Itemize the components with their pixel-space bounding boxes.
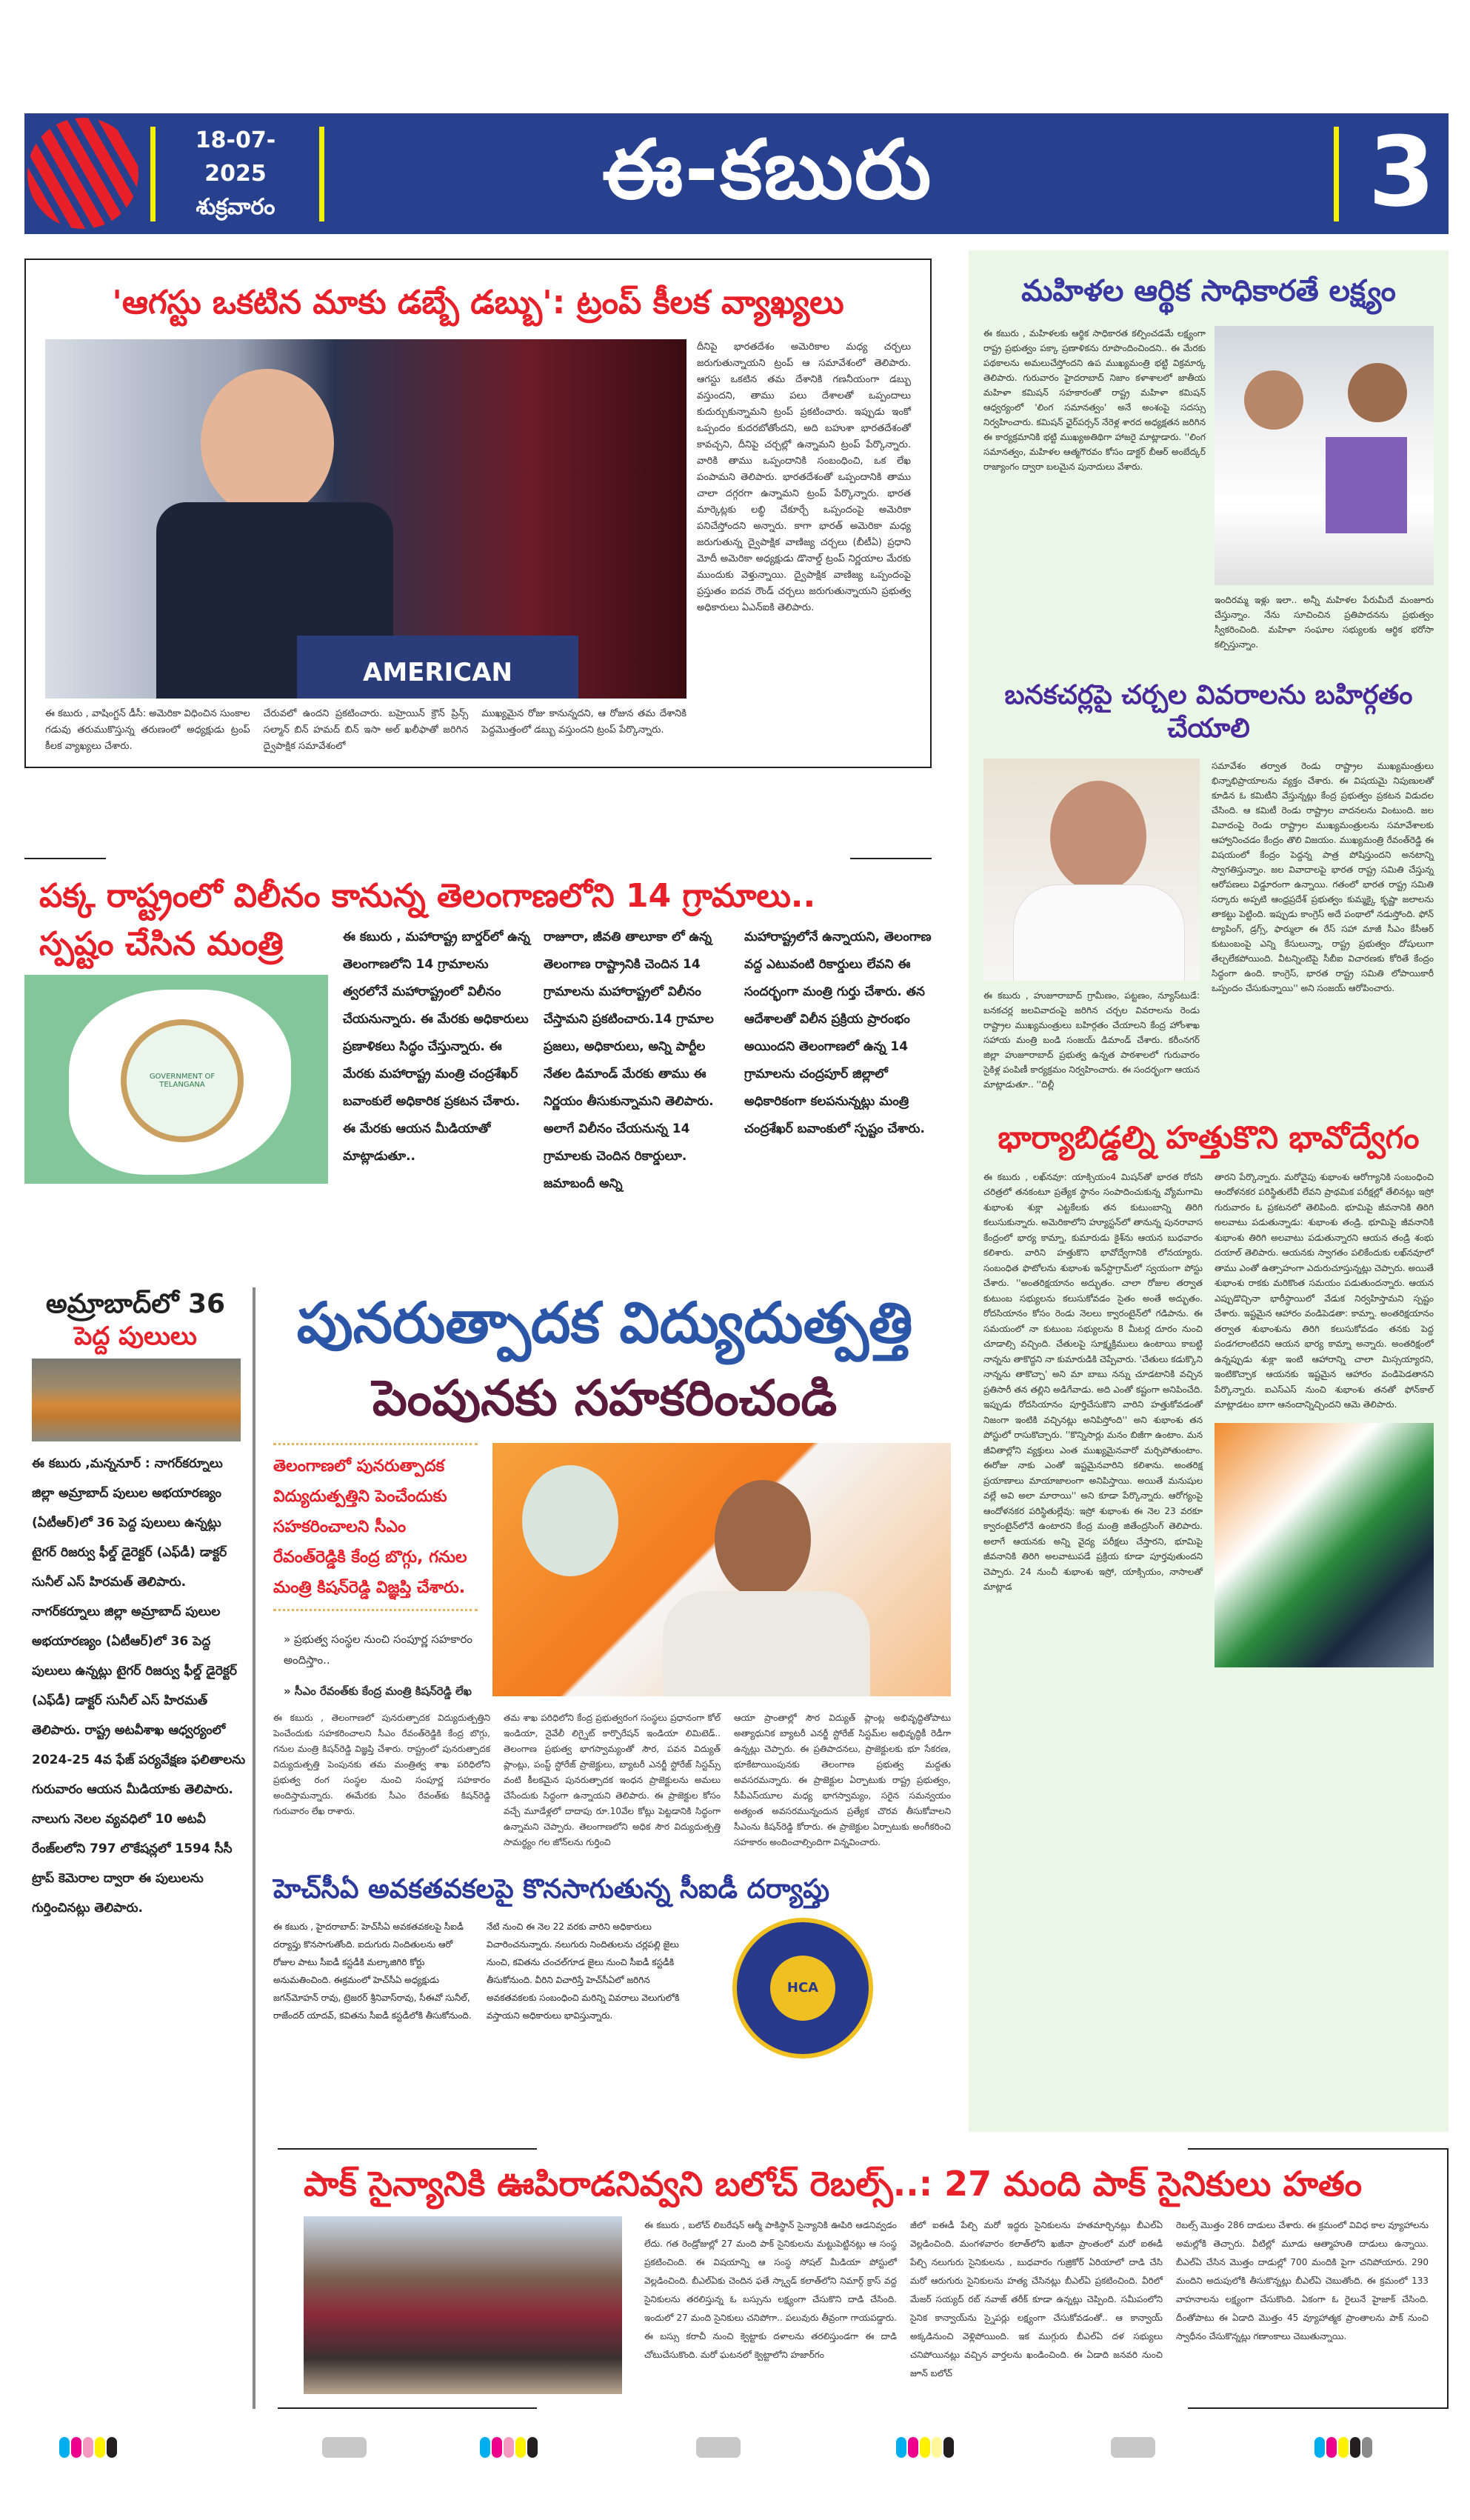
person-figure xyxy=(715,1480,811,1599)
book-cover xyxy=(1326,437,1407,533)
article-layout xyxy=(983,1170,1434,1667)
article-column: సమావేశం తర్వాత రెండు రాష్ట్రాల ముఖ్యమంత్రులు భిన్నాభిప్రాయాలను వ్యక్తం చేశారు. ఈ విషయమై నిపుణులతో కూడిన ఓ కమిటీని వేస్తున్నట్లు కేంద్ర ప్రభుత్వం ప్రకటన విడుదల చేసింది. ఆ కమిటీ రెండు రాష్ట్రాల వాదనలను వింటుంది. జల వివాదంపై రెండు రాష్ట్రాల ముఖ్యమంత్రులను సమావేశాలకు ఆహ్వానించడం కేంద్రం తొలి విజయం. ముఖ్యమంత్రి రేవంత్‌రెడ్డి ఈ విషయంలో కేంద్రం పెద్దన్న పాత్ర పోషిస్తుందని అనటాన్ని స్వాగతిస్తున్నాం. జల వివాదాలపై భారత రాష్ట్ర సమితి చేస్తున్న ఆరోపణలు విడ్డూరంగా ఉన్నాయి. గతంలో భారత రాష్ట్ర సమితి సర్కారు అప్పటి ఆంధ్రప్రదేశ్ ప్రభుత్వం కుమ్మక్కై కృష్ణా జలాలను తాకట్టు పెట్టింది. ఇప్పుడు కాంగ్రెస్ అదే పంథాలో నడుస్తోంది. ఫోన్ ట్యాపింగ్, డ్రగ్స్, ఫార్ములా ఈ రేస్ సహా మాజీ సీఎం కేసీఆర్ కుటుంబంపై ఎన్ని కేసులున్నా, రాష్ట్ర ప్రభుత్వం దోషులుగా తేల్చలేకపోయింది. వీటన్నింటిపై సీబీఐ విచారణకు కోరితే కేంద్రం సిద్ధంగా ఉంది. కాంగ్రెస్, భారత రాష్ట్ర సమితి లోపాయికారీ ఒప్పందం చేసుకున్నాయి'' అని సంజయ్ ఆరోపించారు. xyxy=(1212,761,1434,993)
divider xyxy=(1334,127,1339,221)
newspaper-logo-icon xyxy=(27,118,138,229)
article-column: ఈ కబురు , హుజూరాబాద్ గ్రామీణం, పట్టణం, న్యూస్‌టుడే: బనకచర్ల జలవివాదంపై జరిగిన చర్చల వివరాలను రెండు రాష్ట్రాల ముఖ్యమంత్రులు బహిర్గతం చేయాలని కేంద్ర హోంశాఖ సహాయ మంత్రి బండి సంజయ్ డిమాండ్ చేశారు. కరీంనగర్ జిల్లా హుజూరాబాద్ ప్రభుత్వ ఉన్నత పాఠశాలలో గురువారం సైకిళ్ల పంపిణీ కార్యక్రమం నిర్వహించారు. ఈ సందర్భంగా ఆయన మాట్లాడుతూ.. ''దిల్లీ xyxy=(983,990,1200,1090)
shirt-figure xyxy=(1013,884,1185,981)
article-trump xyxy=(24,259,932,768)
bandi-sanjay-photo xyxy=(983,759,1200,981)
article-column: నేటి నుంచి ఈ నెల 22 వరకు వారిని అధికారులు విచారించనున్నారు. నలుగురు నిందితులను చర్లపల్లి జైలు నుంచి, కవితను చంచల్‌గూడ జైలు నుంచి సీఐడీ కస్టడీకి తీసుకోనుంది. వీరిని విచారిస్తే హెచ్‌సీఏలో జరిగిన అవకతవకలకు సంబంధించి మరిన్ని వివరాలు వెలుగులోకి వస్తాయని అధికారులు భావిస్తున్నారు. xyxy=(487,1921,680,2021)
center-stack xyxy=(258,1287,951,2059)
article-headline: పునరుత్పాదక విద్యుదుత్పత్తి xyxy=(296,1290,913,1356)
gray-registration-mark xyxy=(322,2437,367,2458)
article-layout xyxy=(273,1918,951,2059)
article-column: రెబల్స్ మొత్తం 286 దాడులు చేశారు. ఈ క్రమంలో వివిధ కాల వ్యూహాలను అమల్లోకి తెచ్చారు. వీటిల్లో మూడు ఆత్మాహుతి దాడులు ఉన్నాయి. బీఎల్ఏ చేసిన మొత్తం దాడుల్లో 700 మందికి పైగా చనిపోయారు. 290 మందిని అదుపులోకి తీసుకొన్నట్లు బీఎల్ఏ చెబుతోంది. ఈ క్రమంలో 133 వాహనాలను లక్ష్యంగా చేసుకొంది. ఏకంగా ఓ రైలునే హైజాక్ చేసింది. దీంతోపాటు ఈ ఏడాది మొత్తం 45 వ్యూహాత్మక ప్రాంతాలను పాక్ నుంచి స్వాధీనం చేసుకొన్నట్లు గణాంకాలు చెబుతున్నాయి. xyxy=(1176,2219,1429,2341)
article-body xyxy=(343,924,932,1198)
article-tigers xyxy=(24,1287,247,1923)
article-headline: పాక్ సైన్యానికి ఊపిరాడనివ్వని బలోచ్ రెబల్స్..: 27 మంది పాక్ సైనికులు హతం xyxy=(304,2164,1363,2204)
article-column: తారని పేర్కొన్నారు. మరోవైపు శుభాంశు ఆరోగ్యానికి సంబంధించి ఆందోళనకర పరిస్థితులేవీ లేవని ప్రాథమిక పరీక్షల్లో తేలినట్లు ఇస్రో గురువారం ఓ ప్రకటనలో తెలిపింది. భూమిపై జీవనానికి తిరిగి అలవాటు పడుతున్నాడు: శుభాంశు తండ్రి. భూమిపై జీవనానికి శుభాంశు తిరిగి అలవాటు పడుతున్నారని ఆయన తండ్రి శంభు దయాల్ తెలిపారు. ఆయనకు స్వాగతం పలికేందుకు లఖ్‌నవూలో తాము ఎంతో ఉత్సాహంగా ఎదురుచూస్తున్నట్లు చెప్పారు. అయితే శుభాంశు రాకకు మరికొంత సమయం పడుతుందన్నారు. ఆయన ఎప్పుడొచ్చినా భారీస్థాయిలో వేడుక నిర్వహిస్తామని స్పష్టం చేశారు. ఇష్టమైన ఆహారం వండిపెడతా: కామ్నా. అంతరిక్షయానం తర్వాత శుభాంశును తిరిగి కలుసుకోవడం తనకు పెద్ద పండగలాంటిదని ఆయన భార్య కామ్నా అన్నారు. అంతరిక్షంలో ఉన్నప్పుడు శుక్లా ఇంటి ఆహారాన్ని చాలా మిస్సయ్యారని, ఇంటికొచ్చాక ఆయనకు ఇష్టమైన ఆహారం వండిపెడతానని పేర్కొన్నారు. ఐఎస్ఎస్ నుంచి శుభాంశు తనతో ఫోన్‌కాల్ మాట్లాడటం బాగా ఆనందాన్నిచ్చిందని ఆమె తెలిపారు. xyxy=(1215,1171,1434,1410)
article-column: ముఖ్యమైన రోజు కానున్నదని, ఆ రోజున తమ దేశానికి పెద్దమొత్తంలో డబ్బు వస్తుందని ట్రంప్ పేర్కొన్నారు. xyxy=(481,708,687,736)
article-column: రాజూరా, జీవతి తాలూకా లో ఉన్న తెలంగాణ రాష్ట్రానికి చెందిన 14 గ్రామాలను మహారాష్ట్రలో విలీనం చేస్తామని ప్రకటించారు.14 గ్రామాల ప్రజలు, అధికారులు, అన్ని పార్టీల నేతల డిమాండ్ మేరకు తాము ఈ నిర్ణయం తీసుకున్నామని తెలిపారు. అలాగే విలీనం చేయనున్న 14 గ్రామాలకు చెందిన రికార్డులూ. జమాబందీ అన్ని xyxy=(544,930,714,1192)
masthead-banner xyxy=(24,113,1449,287)
article-body: ఈ కబురు ,మన్ననూర్ : నాగర్‌కర్నూలు జిల్లా అమ్రాబాద్ పులుల అభయారణ్యం (ఏటీఆర్)లో 36 పెద్ద పులులు ఉన్నట్లు టైగర్ రిజర్వు ఫీల్డ్ డైరెక్టర్ (ఎఫ్‌డీ) డాక్టర్ సునీల్ ఎస్ హిరమత్ తెలిపారు. నాగర్‌కర్నూలు జిల్లా అమ్రాబాద్ పులుల అభయారణ్యం (ఏటీఆర్)లో 36 పెద్ద పులులు ఉన్నట్లు టైగర్ రిజర్వు ఫీల్డ్ డైరెక్టర్ (ఎఫ్‌డీ) డాక్టర్ సునీల్ ఎస్ హిరమత్ తెలిపారు. రాష్ట్ర అటవీశాఖ ఆధ్వర్యంలో 2024-25 4వ ఫేజ్ పర్యవేక్షణ ఫలితాలను గురువారం ఆయన మీడియాకు తెలిపారు. నాలుగు నెలల వ్యవధిలో 10 అటవీ రేంజ్‌లలోని 797 లొకేషన్లలో 1594 సీసీ ట్రాప్ కెమెరాల ద్వారా ఈ పులులను గుర్తించినట్లు తెలిపారు. xyxy=(32,1456,246,1916)
article-body xyxy=(273,1710,951,1850)
rule xyxy=(850,858,932,859)
masthead-title: ఈ-కబురు xyxy=(602,122,933,217)
article-layout xyxy=(24,924,932,1198)
trump-photo xyxy=(45,339,686,699)
article-villages xyxy=(24,858,932,1198)
article-layout xyxy=(278,2216,1447,2407)
article-layout xyxy=(983,759,1434,1092)
color-registration-mark xyxy=(59,2437,117,2458)
article-main xyxy=(45,339,686,755)
rule-row xyxy=(278,2148,1447,2150)
person-figure xyxy=(201,369,334,517)
rule xyxy=(1188,2148,1447,2150)
article-headline: భార్యాబిడ్డల్ని హత్తుకొని భావోద్వేగం xyxy=(998,1119,1420,1156)
page-number: 3 xyxy=(1368,116,1435,228)
article-banakacherla xyxy=(983,679,1434,1092)
article-column: మహారాష్ట్రలోనే ఉన్నాయని, తెలంగాణ వద్ద ఎటువంటి రికార్డులు లేవని ఈ సందర్భంగా మంత్రి గుర్తు చేశారు. తన ఆదేశాలతో విలీన ప్రక్రియ ప్రారంభం అయిందని తెలంగాణలో ఉన్న 14 గ్రామాలను చంద్రపూర్ జిల్లాలో అధికారికంగా కలపనున్నట్లు మంత్రి చంద్రశేఖర్ బవాంకులో స్పష్టం చేశారు. xyxy=(744,930,932,1137)
article-headline: హెచ్‌సీఏ అవకతవకలపై కొనసాగుతున్న సీఐడీ దర్యాప్తు xyxy=(273,1873,830,1904)
article-column: ఈ కబురు , బలోచ్ లిబరేషన్ ఆర్మీ పాకిస్థాన్ సైన్యానికి ఊపిరి ఆడనివ్వడం లేదు. గత రెండ్రోజుల్లో 27 మంది పాక్ సైనికులను మట్టుపెట్టినట్లు ఆ సంస్థ ప్రకటించింది. ఈ విషయాన్ని ఆ సంస్థ సోషల్ మీడియా పోస్టులో వెల్లడించింది. బీఎల్ఏకు చెందిన ఫతే స్క్వాడ్ కలాత్‌లోని నిమార్గ్ క్రాస్ వద్ద సైనికులను తరలిస్తున్న ఓ బస్సును లక్ష్యంగా చేసుకొని దాడి చేసింది. ఇందులో 27 మంది సైనికులు చనిపోగా.. పలువురు తీవ్రంగా గాయపడ్డారు. ఈ బస్సు కరాచీ నుంచి క్వెట్టాకు దళాలను తరలిస్తుండగా ఈ దాడి చోటుచేసుకొంది. మరో ఘటనలో క్వెట్టాలోని హజార్‌గం xyxy=(644,2219,897,2360)
color-registration-mark xyxy=(896,2437,954,2458)
issue-weekday: శుక్రవారం xyxy=(196,194,275,220)
rule xyxy=(278,2148,537,2150)
article-column: ఇందిరమ్మ ఇళ్లు ఇలా.. అన్నీ మహిళల పేరుమీదే మంజూరు చేస్తున్నాం. నేను సూచించిన ప్రతిపాదనను ప్రభుత్వం స్వీకరించింది. మహిళా సంఘాల సభ్యులకు ఆర్థిక భరోసా కల్పిస్తున్నాం. xyxy=(1215,595,1434,650)
bullet-item: » సీఎం రేవంత్‌కు కేంద్ర మంత్రి కిషన్‌రెడ్డి లేఖ xyxy=(284,1684,472,1698)
person-figure xyxy=(1244,370,1303,430)
rule xyxy=(24,858,106,859)
divider-line xyxy=(253,1287,255,2408)
article-column: దీనిపై భారతదేశం అమెరికాల మధ్య చర్చలు జరుగుతున్నాయని ట్రంప్ ఆ సమావేశంలో తెలిపారు. ఆగస్టు ఒకటిన తమ దేశానికి గణనీయంగా డబ్బు వస్తుందని, తాము పలు దేశాలతో ఒప్పందాలు కుదుర్చుకున్నామని ట్రంప్ ప్రకటించారు. ఇప్పుడు ఇంకో ఒప్పందం కుదరబోతోందని, అది బహుశా భారతదేశంతో కావచ్చని, దీనిపై చర్చల్లో ఉన్నామని ట్రంప్ పేర్కొన్నారు. వారికి తాము ఒప్పందానికి సంబంధించి, ఒక లేఖ పంపామని తెలిపారు. భారతదేశంతో ఒప్పందానికి తాము చాలా దగ్గరగా ఉన్నామని ట్రంప్ పేర్కొన్నారు. భారత మార్కెట్లకు లబ్ధి చేకూర్చే ఒప్పందంపై అమెరికా పనిచేస్తోందని అన్నారు. కాగా భారత్ అమెరికా మధ్య జరుగుతున్న ద్వైపాక్షిక వాణిజ్య చర్చలు (బీటీఏ) ప్రధాని మోదీ అమెరికా అధ్యక్షుడు డొనాల్డ్ ట్రంప్ నిర్ణయాల మేరకు ముందుకు వెళ్తున్నాయి. ద్వైపాక్షిక వాణిజ్య ఒప్పందంపై ప్రస్తుతం ఐదవ రౌండ్ చర్చలు జరుగుతున్నాయని ప్రభుత్వ అధికారులు ఏఎన్ఐకి తెలిపారు. xyxy=(697,341,911,613)
article-column: ఈ కబురు , హైదరాబాద్: హెచ్‌సీఏ అవకతవకలపై సీఐడీ దర్యాప్తు కొనసాగుతోంది. ఐదుగురు నిందితులను ఆరో రోజుల పాటు సీఐడీ కస్టడీకి మల్కాజిగిరి కోర్టు అనుమతించింది. ఈక్రమంలో హెచ్‌సీఏ అధ్యక్షుడు జగన్‌మోహన్ రావు, ట్రెజరర్ శ్రీనివాస్‌రావు, సీఈవో సునీల్, రాజేందర్ యాదవ్, కవితను సీఐడీ కస్టడీలోకి తీసుకోనుంది. xyxy=(273,1921,472,2021)
article-renewable xyxy=(258,1287,951,1850)
article-side xyxy=(1215,326,1434,652)
bullet-list xyxy=(273,1629,478,1701)
article-subheadline: పెద్ద పులులు xyxy=(74,1321,197,1352)
article-body xyxy=(644,2216,1429,2383)
hca-logo-center: HCA xyxy=(770,1956,835,2021)
article-column: ఈ కబురు , మహిళలకు ఆర్థిక సాధికారత కల్పించడమే లక్ష్యంగా రాష్ట్ర ప్రభుత్వం పక్కా ప్రణాళికను రూపొందించిందని.. ఈ మేరకు పథకాలను అమలుచేస్తోందని ఉప ముఖ్యమంత్రి భట్టి విక్రమార్క తెలిపారు. గురువారం హైదరాబాద్ నిజాం కళాశాలలో జాతీయ మహిళా కమిషన్ సహకారంతో రాష్ట్ర మహిళా కమిషన్ ఆధ్వర్యంలో 'లింగ సమానత్వం' అనే అంశంపై సదస్సు నిర్వహించారు. కమిషన్ ఛైర్‌పర్సన్ నేరెళ్ల శారద అధ్యక్షతన జరిగిన ఈ కార్యక్రమానికి భట్టి ముఖ్యఅతిథిగా హాజరై మాట్లాడారు. ''లింగ సమానత్వం, మహిళల ఆత్మగౌరవం కోసం డాక్టర్ బీఆర్ అంబేద్కర్ రాజ్యాంగం ద్వారా బలమైన పునాదులు వేశారు. xyxy=(983,328,1206,472)
website-link[interactable]: e-kaburu.com xyxy=(165,227,314,287)
article-body xyxy=(273,1918,688,2024)
women-event-photo xyxy=(1215,326,1434,585)
bullet-item: » ప్రభుత్వ సంస్థల నుంచి సంపూర్ణ సహకారం అందిస్తాం.. xyxy=(284,1632,473,1667)
article-side xyxy=(983,759,1200,1092)
article-column: ఈ కబురు , లఖ్‌నవూ: యాక్సియం4 మిషన్‌తో భారత రోదసి చరిత్రలో తనకంటూ ప్రత్యేక స్థానం సంపాదించుకున్న వ్యోమగామి శుభాంశు శుక్లా ఎట్టకేలకు తన కుటుంబాన్ని తిరిగి కలుసుకున్నారు. అమెరికాలోని హ్యూస్టన్‌లో తానున్న పునరావాస కేంద్రంలో భార్య కామ్నా, కుమారుడు కైశ్‌ను ఆయన బుధవారం కలిశారు. వారిని హత్తుకొని భావోద్వేగానికి లోనయ్యారు. సంబంధిత ఫొటోలను శుభాంశు ఇన్‌స్టాగ్రామ్‌లో స్వయంగా పోస్టు చేశారు. ''అంతరిక్షయానం అద్భుతం. చాలా రోజుల తర్వాత కుటుంబ సభ్యులను కలుసుకోవడం సైతం అంతే అద్భుతం. రోదసియానం కోసం రెండు నెలలు క్వారంటైన్‌లో గడిపాను. ఈ సమయంలో నా కుటుంబ సభ్యులను 8 మీటర్ల దూరం నుంచి చూడాల్సి వచ్చింది. చేతులపై సూక్ష్మక్రిములు ఉంటాయి కాబట్టి నాన్నను తాకొద్దని నా కుమారుడికి చెప్పేవారు. 'చేతులు కడుక్కొని నాన్నను తాకొచ్చా' అని మా బాబు నన్ను చూడటానికి వచ్చిన ప్రతిసారీ తన తల్లిని అడిగేవాడు. అది ఎంతో కష్టంగా అనిపించేది. ఇప్పుడు రోదసియానం పూర్తిచేసుకొని వారిని హత్తుకోవడంతో నిజంగా ఇంటికి వచ్చినట్లు అనిపిస్తోంది'' అని శుభాంశు తన పోస్టులో రాసుకొచ్చారు. ''కొన్నిసార్లు మనం బిజీగా ఉంటాం. మన జీవితాల్లోని వ్యక్తులు ఎంత ముఖ్యమైనవారో మర్చిపోతుంటాం. ఈరోజు నాకు ఎంతో ఇష్టమైనవారిని కలిశాను. అంతరిక్ష ప్రయాణాలు మాయాజాలంగా అనిపిస్తాయి. అయితే మనుషుల వల్లే అవి అలా మారాయి'' అని కూడా పేర్కొన్నారు. ఆరోగ్యంపై ఆందోళనకర పరిస్థితుల్లేవు: ఇస్రో శుభాంశు ఈ నెల 23 వరకూ క్వారంటైన్‌లోనే ఉంటారని కేంద్ర మంత్రి జితేంద్రసింగ్ తెలిపారు. అలాగే ఆయనకు అన్ని వైద్య పరీక్షలు చేస్తారని, భూమిపై జీవనానికి తిరిగి అలవాటుపడే ప్రక్రియ కూడా పూర్తవుతుందని చెప్పారు. 24 నుంచీ శుభాంశు ఇస్రో, యాక్సియం, నాసాలతో మాట్లాడ xyxy=(983,1171,1203,1592)
article-side xyxy=(1215,1170,1434,1667)
page-grid xyxy=(24,250,1449,2470)
article-column: ఈ కబురు , వాషింగ్టన్ డీసీ: అమెరికా విధించిన సుంకాల గడువు తరుముకొస్తున్న తరుణంలో అధ్యక్షుడు ట్రంప్ కీలక వ్యాఖ్యలు చేశారు. xyxy=(45,708,250,752)
article-headline: మహిళల ఆర్థిక సాధికారతే లక్ష్యం xyxy=(1021,274,1396,308)
article-layout xyxy=(983,326,1434,652)
article-column: ఆయా ప్రాంతాల్లో సౌర విద్యుత్ ప్లాంట్ల అభివృద్ధితోపాటు అత్యాధునిక బ్యాటరీ ఎనర్జీ స్టోరేజ్ సిస్టమ్‌ల అభివృద్ధికీ రెడీగా ఉన్నట్లు చెప్పారు. ఈ ప్రతిపాదనలు, ప్రాజెక్టులకు భూ సేకరణ, భూకేటాయింపునకు తెలంగాణ ప్రభుత్వ మద్దతు అవసరమన్నారు. ఈ ప్రాజెక్టుల ఏర్పాటుకు రాష్ట్ర ప్రభుత్వం, సీపీఎస్‌యూల మధ్య భాగస్వామ్యం, సరైన సమన్వయం అత్యంత అవసరమున్నందున ప్రత్యేక చొరవ తీసుకోవాలని సీఎంను కిషన్‌రెడ్డి కోరారు. ఈ ప్రాజెక్టుల ఏర్పాటుకు అంగీకరించి సహకారం అందించాల్సిందిగా విన్నవించారు. xyxy=(734,1712,951,1847)
article-headline: 'ఆగస్టు ఒకటిన మాకు డబ్బే డబ్బు': ట్రంప్ కీలక వ్యాఖ్యలు xyxy=(112,284,844,321)
article-layout xyxy=(45,339,911,755)
article-column: చేరువలో ఉందని ప్రకటించారు. బహ్రెయిన్ క్రౌన్ ప్రిన్స్ సల్మాన్ బిన్ హమద్ బిన్ ఇసా అల్ ఖలీఫాతో జరిగిన ద్వైపాక్షిక సమావేశంలో xyxy=(263,708,469,752)
article-column: ఈ కబురు , తెలంగాణలో పునరుత్పాదక విద్యుదుత్పత్తిని పెంచేందుకు సహకరించాలని సీఎం రేవంత్‌రెడ్డికి కేంద్ర బొగ్గు, గనుల మంత్రి కిషన్‌రెడ్డి విజ్ఞప్తి చేశారు. రాష్ట్రంలో పునరుత్పాదక విద్యుదుత్పత్తి పెంపునకు తమ మంత్రిత్వ శాఖ పరిధిలోని ప్రభుత్వ రంగ సంస్థల నుంచి సంపూర్ణ సహకారం అందిస్తామన్నారు. ఈమేరకు సీఎం రేవంత్‌కు కిషన్‌రెడ్డి గురువారం లేఖ రాశారు. xyxy=(273,1712,490,1816)
hca-logo xyxy=(732,1918,873,2059)
article-layout xyxy=(258,1443,951,1701)
color-registration-mark xyxy=(1314,2437,1372,2458)
article-column: ఈ కబురు , మహారాష్ట్ర బార్డర్‌లో ఉన్న తెలంగాణలోని 14 గ్రామాలను త్వరలోనే మహారాష్ట్రంలో విలీనం చేయనున్నారు. ఈ మేరకు అధికారులు ప్రణాళికలు సిద్ధం చేస్తున్నారు. ఈ మేరకు మహారాష్ట్ర మంత్రి చంద్రశేఖర్ బవాంకులే అధికారిక ప్రకటన చేశారు. ఈ మేరకు ఆయన మీడియాతో మాట్లాడుతూ.. xyxy=(343,930,530,1164)
podium: AMERICAN xyxy=(297,636,578,699)
seal-text: GOVERNMENT OF TELANGANA xyxy=(149,1073,216,1090)
person-figure xyxy=(1050,781,1146,892)
column-divider xyxy=(249,1287,258,2408)
article-subheadline: పెంపునకు సహకరించండి xyxy=(372,1370,838,1427)
shirt-figure xyxy=(663,1591,870,1696)
burnt-bus-photo xyxy=(304,2216,622,2394)
color-registration-mark xyxy=(480,2437,538,2458)
registration-marks xyxy=(24,2425,1449,2470)
article-column: తమ శాఖ పరిధిలోని కేంద్ర ప్రభుత్వరంగ సంస్థలు ప్రధానంగా కోల్ ఇండియా, నైవేలీ లిగ్నైట్ కార్పొరేషన్ ఇండియా లిమిటెడ్.. తెలంగాణ ప్రభుత్వ భాగస్వామ్యంతో సౌర, పవన విద్యుత్ ప్లాంట్లు, పంప్డ్ స్టోరేజ్ ప్రాజెక్టులు, బ్యాటరీ ఎనర్జీ స్టోరేజ్ సిస్టమ్స్ వంటి కీలకమైన పునరుత్పాదక ఇంధన ప్రాజెక్టులను అమలు చేసేందుకు సిద్ధంగా ఉన్నాయని తెలిపారు. ఈ ప్రాజెక్టుల కోసం వచ్చే మూడేళ్లలో దాదాపు రూ.10వేల కోట్లు పెట్టడానికి సిద్ధంగా ఉన్నామని చెప్పారు. తెలంగాణలోని అధిక సౌర విద్యుదుత్పత్తి సామర్థ్యం గల జోన్‌లను గుర్తించి xyxy=(504,1712,721,1847)
article-subheadline: స్పష్టం చేసిన మంత్రి xyxy=(39,925,284,964)
person-figure xyxy=(1348,363,1407,422)
article-column: జీలో ఐఈడీ పేల్చి మరో ఇద్దరు సైనికులను హతమార్చినట్లు బీఎల్ఏ వెల్లడించింది. మంగళవారం కలాత్‌లోని ఖజీనా ప్రాంతంలో మరో ఐఈడీ పేల్చి నలుగురు సైనికులను , బుధవారం గుజ్రికోర్ ఏరియాలో దాడి చేసి మరో ఆరుగురు సైనికులను హత్య చేసినట్లు బీఎల్ఏ ప్రకటించింది. వీరిలో మేజర్ సయ్యద్ రబ్ నవాజ్ తరీక్ కూడా ఉన్నట్లు చెప్పింది. సమీపంలోని సైనిక కాన్వాయ్‌ను స్నైపర్లు లక్ష్యంగా చేసుకోవడంతో.. ఆ కాన్వాయ్ అక్కడినుంచి వెళ్లిపోయింది. ఇక ముగ్గురు బీఎల్ఏ దళ సభ్యులు చనిపోయినట్లు వచ్చిన వార్తలను ఖండించింది. ఈ ఏడాది జనవరి నుంచి జూన్ బలోచ్ xyxy=(910,2219,1163,2379)
right-panel xyxy=(969,250,1449,2132)
divider xyxy=(150,127,156,221)
article-headline: అమ్రాబాద్‌లో 36 xyxy=(45,1289,226,1320)
rule xyxy=(1188,2407,1447,2409)
article-side xyxy=(258,1443,478,1701)
article-baloch xyxy=(278,2148,1449,2409)
article-women xyxy=(983,273,1434,652)
article-body xyxy=(45,706,686,755)
gray-registration-mark xyxy=(1111,2437,1155,2458)
rule-row xyxy=(278,2407,1447,2409)
kishan-reddy-photo xyxy=(492,1443,951,1696)
rule-row xyxy=(24,858,932,859)
tiger-photo xyxy=(32,1359,241,1441)
article-side xyxy=(24,924,328,1184)
rule xyxy=(278,2407,537,2409)
callout-summary: తెలంగాణలో పునరుత్పాదక విద్యుదుత్పత్తిని పెంచేందుకు సహకరించాలని సీఎం రేవంత్‌రెడ్డికి కేంద్ర బొగ్గు, గనుల మంత్రి కిషన్‌రెడ్డి విజ్ఞప్తి చేశారు. xyxy=(273,1443,478,1611)
telangana-map xyxy=(24,975,328,1184)
family-reunion-photo xyxy=(1215,1423,1434,1667)
government-seal xyxy=(121,1019,244,1142)
divider xyxy=(319,127,324,221)
gray-registration-mark xyxy=(696,2437,741,2458)
article-headline: పక్క రాష్ట్రంలో విలీనం కానున్న తెలంగాణలోని 14 గ్రామాలు.. xyxy=(39,877,816,916)
party-symbol xyxy=(522,1465,618,1576)
article-shubhanshu xyxy=(983,1119,1434,1667)
article-headline: బనకచర్లపై చర్చల వివరాలను బహిర్గతం చేయాలి xyxy=(1004,680,1413,744)
article-hca xyxy=(258,1873,951,2059)
issue-date: 18-07-2025 xyxy=(195,127,276,187)
